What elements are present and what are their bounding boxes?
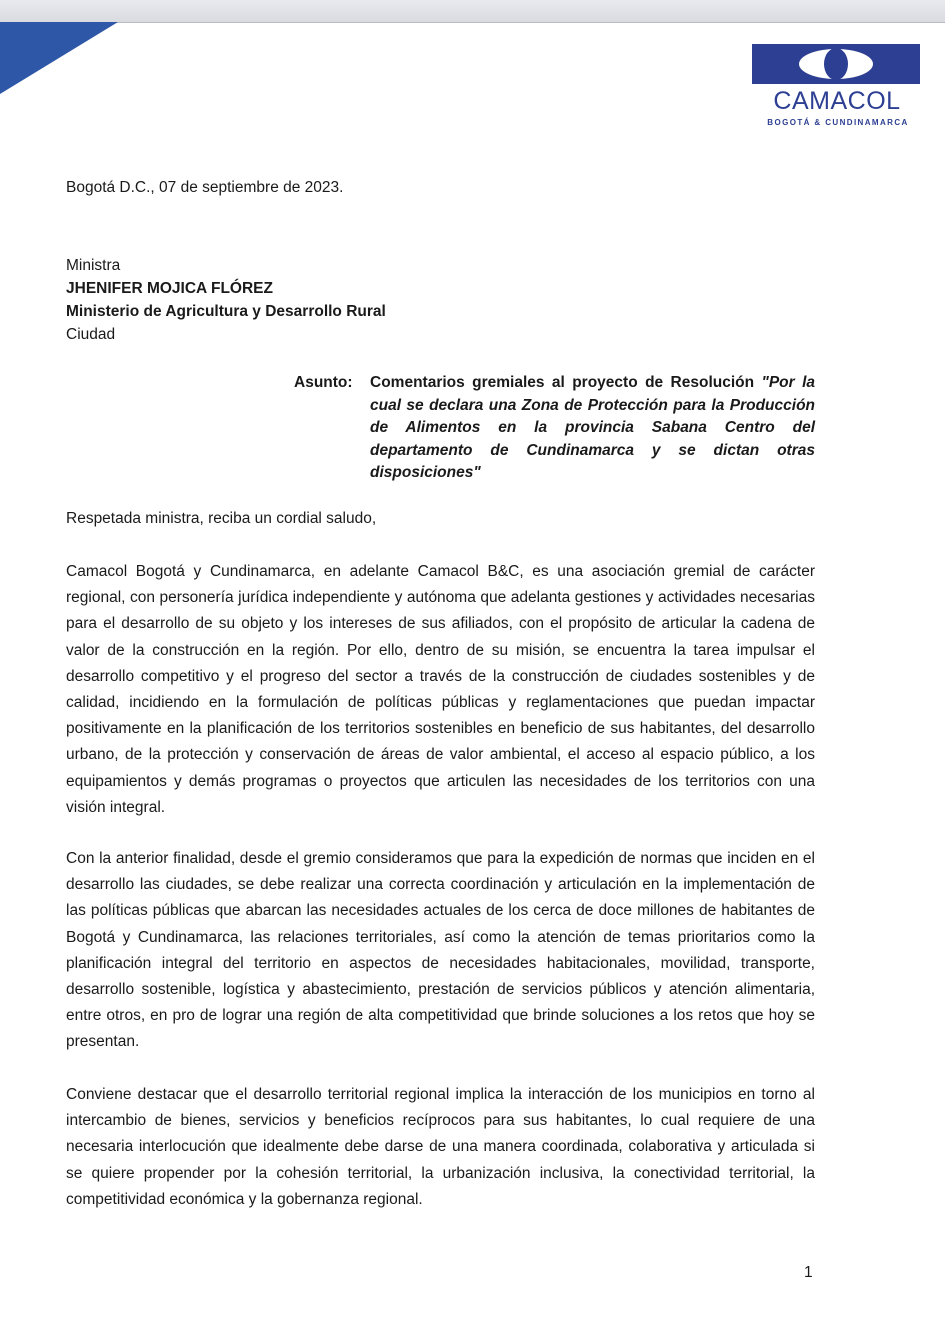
logo-emblem: [752, 44, 920, 84]
recipient-org: Ministerio de Agricultura y Desarrollo Rural: [66, 303, 386, 320]
camacol-logo: [752, 44, 924, 130]
logo-subtitle: BOGOTÁ & CUNDINAMARCA: [767, 118, 909, 127]
subject-body: [370, 372, 815, 485]
logo-name: CAMACOL: [773, 87, 901, 115]
greeting: Respetada ministra, reciba un cordial saludo,: [66, 510, 377, 527]
subject-quote: "Por la cual se declara una Zona de Protección para la Producción de Alimentos en la provincia Sabana Centro del departamento de Cundinamarca y se dictan otras disposiciones": [370, 374, 816, 481]
date-line: Bogotá D.C., 07 de septiembre de 2023.: [66, 179, 344, 196]
recipient-name: JHENIFER MOJICA FLÓREZ: [66, 280, 273, 297]
paragraph-3: Conviene destacar que el desarrollo territorial regional implica la interacción de los municipios en torno al intercambio de bienes, servicios y beneficios recíprocos para sus habitantes, lo cual requiere de una necesaria interlocución que idealmente debe darse de una manera coordinada, colaborativa y articulada si se quiere propender por la cohesión territorial, la urbanización inclusiva, la conectividad territorial, la competitividad económica y la gobernanza regional.: [66, 1086, 815, 1208]
viewer-top-bar: [0, 0, 945, 23]
recipient-city: Ciudad: [66, 326, 116, 343]
paragraph-1: Camacol Bogotá y Cundinamarca, en adelante Camacol B&C, es una asociación gremial de carácter regional, con personería jurídica independiente y autónoma que adelanta gestiones y actividades necesarias para el desarrollo de su objeto y los intereses de sus afiliados, con el propósito de articular la cadena de valor de la construcción en la región. Por ello, dentro de su misión, se encuentra la tarea impulsar el desarrollo competitivo y el progreso del sector a través de la construcción de ciudades sostenibles y de calidad, incidiendo en la formulación de políticas públicas y reglamentaciones que puedan impactar positivamente en la planificación de los territorios sostenibles en beneficio de sus habitantes, del desarrollo urbano, de la protección y conservación de áreas de valor ambiental, el acceso al espacio público, a los equipamientos y demás programas o proyectos que articulen las necesidades de los territorios con una visión integral.: [66, 563, 815, 816]
subject-text: Comentarios gremiales al proyecto de Resolución: [370, 374, 755, 391]
corner-decoration: [0, 22, 120, 102]
page-number: 1: [804, 1264, 813, 1281]
recipient-title: Ministra: [66, 257, 121, 274]
paragraph-2: Con la anterior finalidad, desde el gremio consideramos que para la expedición de normas que inciden en el desarrollo las ciudades, se debe realizar una correcta coordinación y articulación en la implementación de las políticas públicas que abarcan las necesidades actuales de los cerca de doce millones de habitantes de Bogotá y Cundinamarca, las relaciones territoriales, así como la atención de temas prioritarios como la planificación integral del territorio en aspectos de necesidades habitacionales, movilidad, transporte, desarrollo sostenible, logística y abastecimiento, prestación de servicios públicos y atención alimentaria, entre otros, en pro de lograr una región de alta competitividad que brinde soluciones a los retos que hoy se presentan.: [66, 850, 815, 1051]
subject-label: Asunto:: [294, 374, 353, 391]
